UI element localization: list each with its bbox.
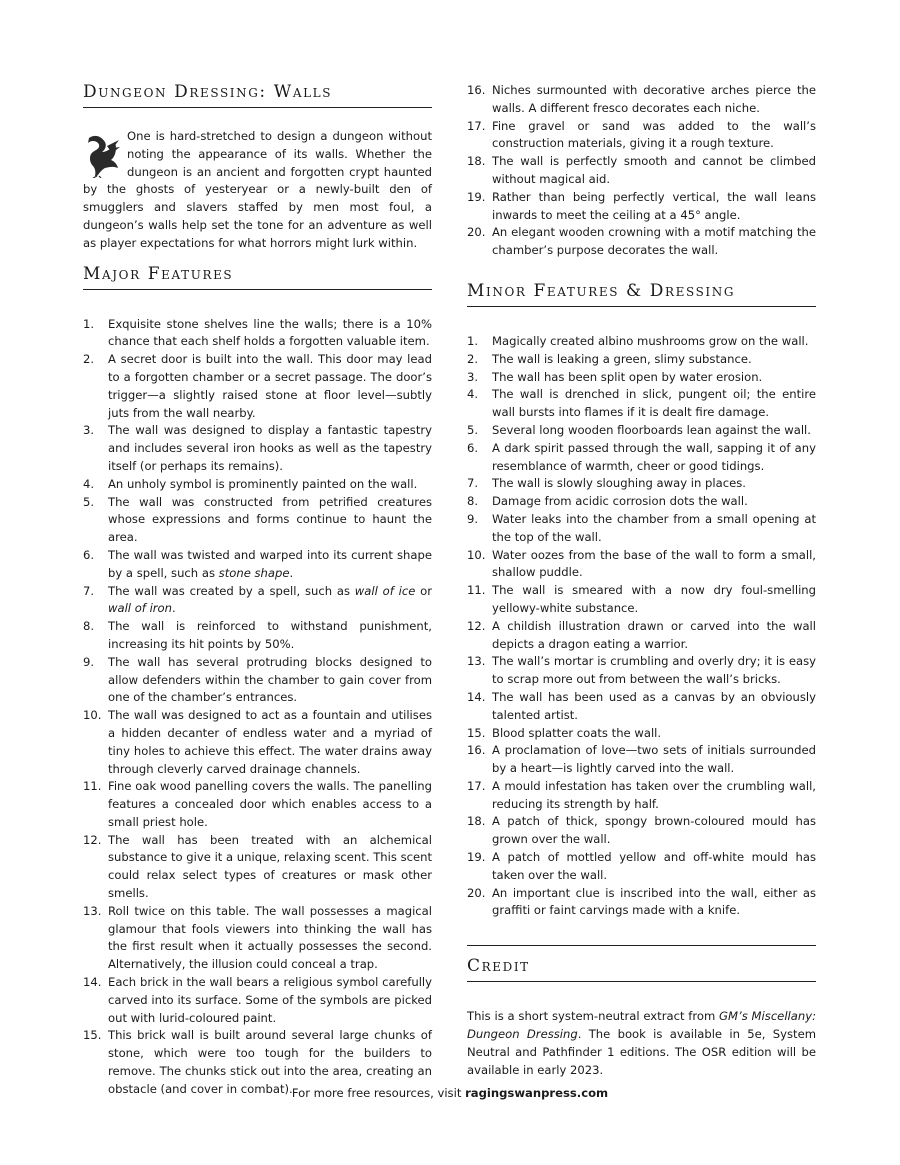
list-item: 9. The wall has several protruding blocks designed to allow defenders within the chamber to gain cover from one of the chamber’s entrances. [83, 654, 432, 705]
list-item: 14. The wall has been used as a canvas by an obviously talented artist. [467, 689, 816, 722]
list-item: 12. The wall has been treated with an alchemical substance to give it a unique, relaxing scent. This scent could relax select types of creatures or mask other smells. [83, 832, 433, 901]
swan-logo-icon [83, 130, 121, 178]
list-item: 2. The wall is leaking a green, slimy substance. [467, 351, 752, 366]
list-item: 17. A mould infestation has taken over the crumbling wall, reducing its strength by half. [467, 778, 816, 811]
minor-features-heading: Minor Features & Dressing [467, 281, 816, 307]
book-title: GM’s Miscellany: Dungeon Dressing [467, 1009, 816, 1042]
list-item: 3. The wall was designed to display a fantastic tapestry and includes several iron hooks as well as the tapestry itself (or perhaps its remains). [83, 423, 432, 473]
list-item: 7. The wall was created by a spell, such as wall of ice or wall of iron. [83, 583, 432, 616]
list-item: 8. The wall is reinforced to withstand punishment, increasing its hit points by 50%. [83, 619, 432, 651]
list-item: 15. This brick wall is built around several large chunks of stone, which were too tough for the builders to remove. The chunks stick out into the area, creating an obstacle (and cover in combat). [83, 1028, 432, 1096]
list-item: 6. A dark spirit passed through the wall, sapping it of any resemblance of warmth, cheer or good tidings. [467, 440, 816, 473]
list-item: 4. An unholy symbol is prominently painted on the wall. [83, 476, 418, 491]
list-item: 2. A secret door is built into the wall. This door may lead to a forgotten chamber or a secret passage. The door’s trigger—a slightly raised stone at floor level—subtly juts from the wall nearby. [83, 352, 432, 420]
major-features-list-continued [467, 82, 816, 260]
list-item: 13. The wall’s mortar is crumbling and overly dry; it is easy to scrap more out from between the wall’s bricks. [467, 654, 816, 687]
list-item: 8. Damage from acidic corrosion dots the wall. [467, 494, 748, 509]
credit-heading: Credit [467, 945, 816, 982]
list-item: 10. Water oozes from the base of the wall to form a small, shallow puddle. [467, 547, 816, 580]
list-item: 18. A patch of thick, spongy brown-coloured mould has grown over the wall. [467, 814, 816, 847]
list-item: 1. Magically created albino mushrooms grow on the wall. [467, 333, 809, 348]
list-item: 13. Roll twice on this table. The wall possesses a magical glamour that fools viewers into thinking the wall has the first result when it actually possesses the second. Alternatively, the illusion could conceal a trap. [83, 903, 432, 972]
list-item: 12. A childish illustration drawn or carved into the wall depicts a dragon eating a warrior. [467, 618, 816, 651]
list-item: 6. The wall was twisted and warped into its current shape by a spell, such as stone shape. [83, 547, 432, 580]
list-item: 5. Several long wooden floorboards lean against the wall. [467, 422, 811, 437]
list-item: 10. The wall was designed to act as a fountain and utilises a hidden decanter of endless water and a myriad of tiny holes to achieve this effect. The water drains away through cleverly carved drainage channels. [83, 708, 432, 776]
minor-features-list [467, 333, 816, 920]
footer [0, 1086, 900, 1100]
list-item: 19. Rather than being perfectly vertical, the wall leans inwards to meet the ceiling at a 45° angle. [467, 189, 816, 222]
list-item: 16. A proclamation of love—two sets of initials surrounded by a heart—is lightly carved into the wall. [467, 743, 816, 776]
major-features-heading: Major Features [83, 264, 432, 290]
list-item: 9. Water leaks into the chamber from a small opening at the top of the wall. [467, 511, 816, 544]
list-item: 14. Each brick in the wall bears a religious symbol carefully carved into its surface. Some of the symbols are picked out with lurid-coloured paint. [83, 975, 432, 1025]
left-column [83, 82, 432, 1099]
list-item: 16. Niches surmounted with decorative arches pierce the walls. A different fresco decorates each niche. [467, 83, 816, 115]
list-item: 5. The wall was constructed from petrified creatures whose expressions and forms continue to haunt the area. [83, 494, 432, 545]
list-item: 17. Fine gravel or sand was added to the wall’s construction materials, giving it a rough texture. [467, 118, 816, 151]
list-item: 19. A patch of mottled yellow and off-white mould has taken over the wall. [467, 850, 816, 882]
intro-text: One is hard-stretched to design a dungeon without noting the appearance of its walls. Whether the dungeon is an ancient and forgotten crypt haunted by the ghosts of yesteryear or a newly-built den of smugglers and slavers staffed by men most foul, a dungeon’s walls help set the tone for an adventure as well as player expectations for what horrors might lurk within. [83, 129, 432, 250]
major-features-list [83, 316, 432, 1099]
list-item: 20. An elegant wooden crowning with a motif matching the chamber’s purpose decorates the wall. [467, 225, 816, 258]
intro-paragraph [83, 128, 432, 253]
page-title: Dungeon Dressing: Walls [83, 82, 432, 108]
list-item: 4. The wall is drenched in slick, pungent oil; the entire wall bursts into flames if it is dealt fire damage. [467, 387, 816, 420]
list-item: 3. The wall has been split open by water erosion. [467, 369, 763, 384]
list-item: 18. The wall is perfectly smooth and cannot be climbed without magical aid. [467, 154, 816, 186]
list-item: 11. Fine oak wood panelling covers the walls. The panelling features a concealed door which enables access to a small priest hole. [83, 779, 432, 829]
footer-text: For more free resources, visit [291, 1086, 466, 1100]
footer-link[interactable]: ragingswanpress.com [465, 1086, 609, 1100]
list-item: 20. An important clue is inscribed into the wall, either as graffiti or faint carvings made with a knife. [467, 885, 816, 918]
list-item: 11. The wall is smeared with a now dry foul-smelling yellowy-white substance. [467, 583, 816, 615]
list-item: 15. Blood splatter coats the wall. [467, 725, 662, 740]
credit-paragraph: This is a short system-neutral extract from GM’s Miscellany: Dungeon Dressing. The book is available in 5e, System Neutral and Pathfinder 1 editions. The OSR edition will be available in early 2023. [467, 1009, 817, 1077]
right-column [467, 82, 816, 1079]
list-item: 7. The wall is slowly sloughing away in places. [467, 476, 746, 491]
list-item: 1. Exquisite stone shelves line the walls; there is a 10% chance that each shelf holds a forgotten valuable item. [83, 316, 432, 349]
